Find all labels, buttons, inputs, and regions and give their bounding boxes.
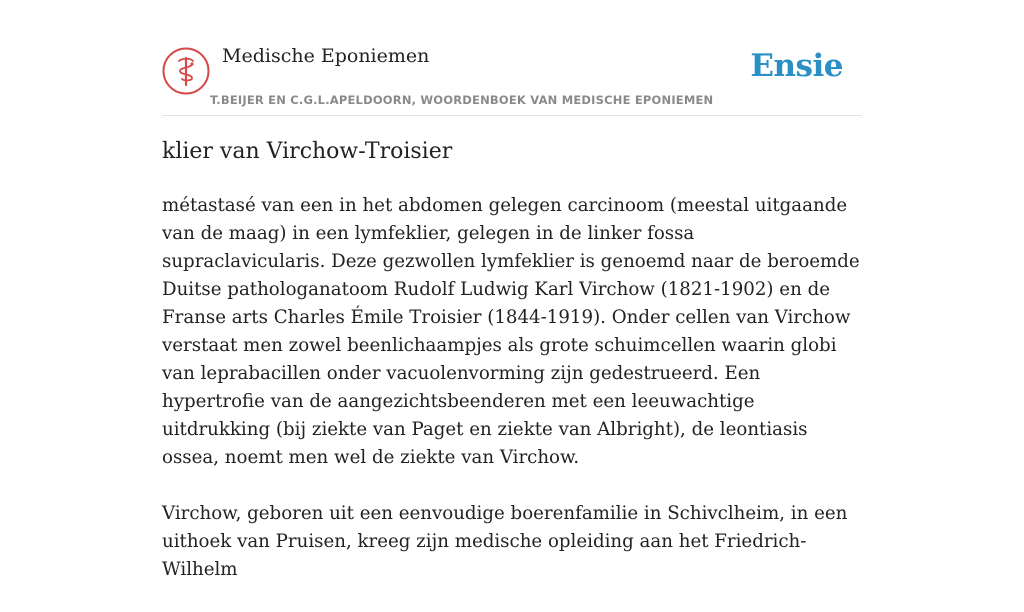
definition-paragraph: métastasé van een in het abdomen gelegen carcinoom (meestal uitgaande van de maag) in een lymfeklier, gelegen in de linker fossa supraclavicularis. Deze gezwollen lymfeklier is genoemd naar de beroemde Duitse pathologanatoom Rudolf Ludwig Karl Virchow (1821-1902) en de Franse arts Charles Émile Troisier (1844-1919). Onder cellen van Virchow verstaat men zowel beenlichaampjes als grote schuimcellen waarin globi van leprabacillen onder vacuolenvorming zijn gedestrueerd. Een hypertrofie van de aangezichtsbeenderen met een leeuwachtige uitdrukking (bij ziekte van Paget en ziekte van Albright), de leontiasis ossea, noemt men wel de ziekte van Virchow. — [162, 195, 860, 468]
definition-body — [162, 192, 862, 612]
definition-paragraph: Virchow, geboren uit een eenvoudige boerenfamilie in Schivclheim, in een uithoek van Pruisen, kreeg zijn medische opleiding aan het Friedrich-Wilhelm — [162, 503, 848, 580]
caduceus-icon[interactable] — [162, 47, 210, 95]
source-title[interactable]: Medische Eponiemen — [222, 45, 430, 67]
ensie-logo[interactable]: Ensie — [750, 48, 843, 84]
source-subtitle: T.BEIJER EN C.G.L.APELDOORN, WOORDENBOEK VAN MEDISCHE EPONIEMEN — [210, 93, 714, 107]
header-divider — [162, 115, 862, 116]
page-title: klier van Virchow-Troisier — [162, 139, 453, 164]
